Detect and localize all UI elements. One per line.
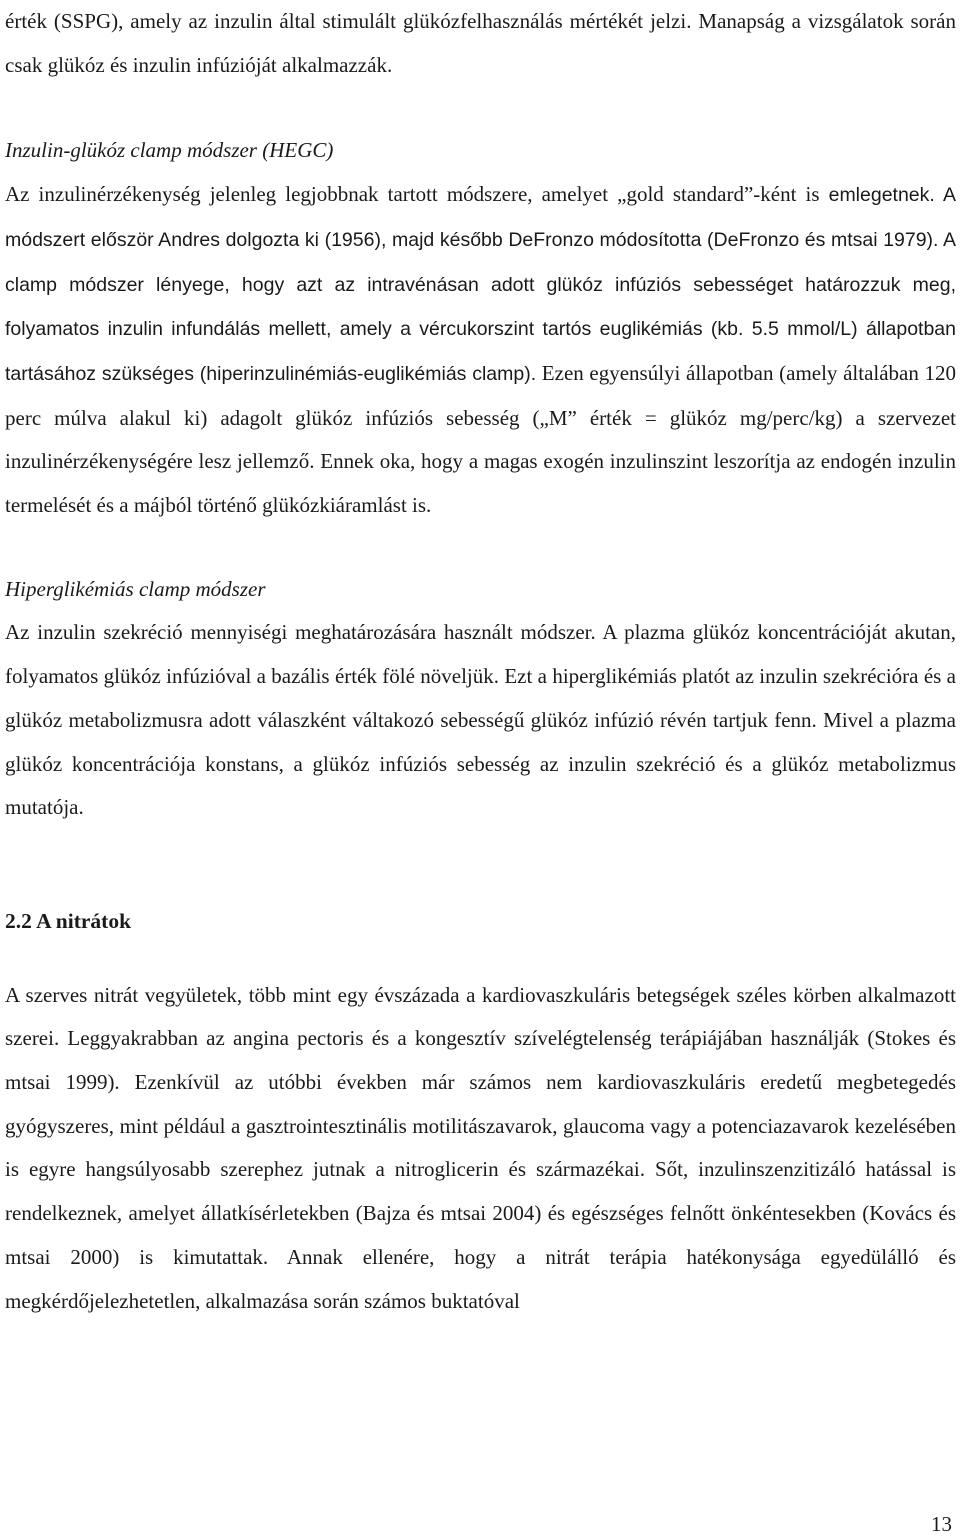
spacer — [5, 830, 956, 900]
spacer — [5, 944, 956, 974]
hyperglycemic-heading: Hiperglikémiás clamp módszer — [5, 576, 266, 601]
spacer — [5, 87, 956, 129]
intro-paragraph: érték (SSPG), amely az inzulin által stimulált glükózfelhasználás mértékét jelzi. Manapság a vizsgálatok során csak glükóz és inzulin infúzióját alkalmazzák. — [5, 9, 956, 77]
section-heading-nitrates: 2.2 A nitrátok — [5, 908, 132, 933]
document-page — [5, 0, 956, 1323]
nitrates-paragraph: A szerves nitrát vegyületek, több mint egy évszázada a kardiovaszkuláris betegségek széles körben alkalmazott szerei. Leggyakrabban az angina pectoris és a kongesztív szívelégtelenség terápiájában használják (Stokes és mtsai 1999). Ezenkívül az utóbbi években már számos nem kardiovaszkuláris eredetű megbetegedés gyógyszeres, mint például a gasztrointesztinális motilitászavarok, glaucoma vagy a potenciazavarok kezelésében is egyre hangsúlyosabb szerephez jutnak a nitroglicerin és származékai. Sőt, inzulinszenzitizáló hatással is rendelkeznek, amelyet állatkísérletekben (Bajza és mtsai 2004) és egészséges felnőtt önkéntesekben (Kovács és mtsai 2000) is kimutattak. Annak ellenére, hogy a nitrát terápia hatékonysága egyedülálló és megkérdőjelezhetetlen, alkalmazása során számos buktatóval — [5, 982, 956, 1313]
page-number: 13 — [931, 1512, 952, 1536]
spacer — [5, 528, 956, 568]
hegc-text-c: Ezen egyensúlyi állapotban (amely általában 120 perc múlva alakul ki) adagolt glükóz infúziós sebesség („M” érték = glükóz mg/perc/kg) a szervezet inzulinérzékenységére lesz jellemző. Ennek oka, hogy a magas exogén inzulinszint leszorítja az endogén inzulin termelését és a májból történő glükózkiáramlást is. — [5, 360, 956, 518]
hegc-paragraph — [5, 173, 956, 528]
hegc-text-b: emlegetnek. A módszert először Andres dolgozta ki (1956), majd később DeFronzo módosította (DeFronzo és mtsai 1979). A clamp módszer lényege, hogy azt az intravénásan adott glükóz infúziós sebességet határozzuk meg, folyamatos inzulin infundálás mellett, amely a vércukorszint tartós euglikémiás (kb. 5.5 mmol/L) állapotban tartásához szükséges (hiperinzulinémiás-euglikémiás clamp). — [5, 184, 956, 385]
hegc-text-a: Az inzulinérzékenység jelenleg legjobbnak tartott módszere, amelyet „gold standard”-ként is — [5, 182, 820, 207]
hyperglycemic-paragraph: Az inzulin szekréció mennyiségi meghatározására használt módszer. A plazma glükóz koncentrációját akutan, folyamatos glükóz infúzióval a bazális érték fölé növeljük. Ezt a hiperglikémiás platót az inzulin szekrécióra és a glükóz metabolizmusra adott válaszként váltakozó sebességű glükóz infúzió révén tartjuk fenn. Mivel a plazma glükóz koncentrációja konstans, a glükóz infúziós sebesség az inzulin szekréció és a glükóz metabolizmus mutatója. — [5, 620, 956, 820]
hegc-heading: Inzulin-glükóz clamp módszer (HEGC) — [5, 138, 334, 163]
